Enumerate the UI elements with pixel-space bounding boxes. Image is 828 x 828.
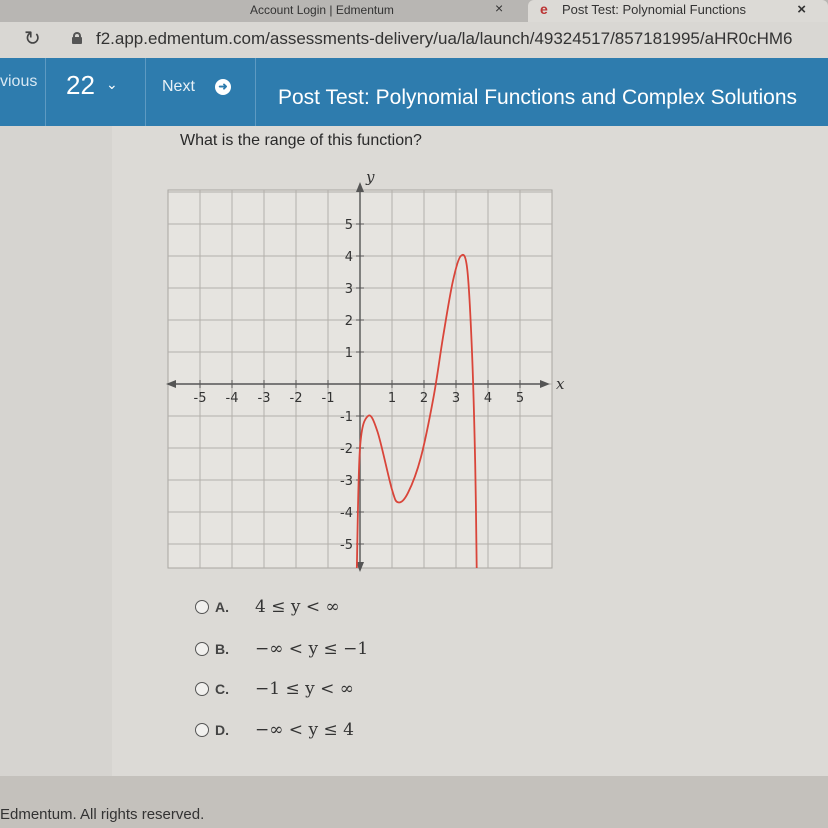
- radio-button[interactable]: [195, 600, 209, 614]
- y-axis-arrow: [356, 182, 364, 192]
- lock-icon[interactable]: [72, 32, 82, 44]
- radio-button[interactable]: [195, 682, 209, 696]
- nav-divider: [45, 58, 46, 126]
- y-tick-label: 3: [344, 282, 353, 297]
- nav-divider: [255, 58, 256, 126]
- address-bar: [0, 22, 828, 58]
- browser-tab-login-title: Account Login | Edmentum: [250, 3, 394, 17]
- next-button[interactable]: Next: [162, 78, 195, 95]
- page-title: Post Test: Polynomial Functions and Complex Solutions: [278, 86, 798, 109]
- footer: [0, 776, 828, 828]
- x-tick-label: -1: [321, 391, 335, 406]
- y-tick-label: -1: [340, 410, 353, 425]
- choice-text: −∞ < y ≤ −1: [255, 639, 369, 659]
- x-tick-label: 5: [515, 391, 525, 406]
- function-graph: [160, 166, 565, 576]
- arrow-right-icon[interactable]: ➜: [215, 79, 231, 95]
- x-tick-label: -5: [193, 391, 207, 406]
- assessment-nav-bar: [0, 58, 828, 126]
- browser-tab-post-test-title: Post Test: Polynomial Functions: [562, 2, 747, 17]
- browser-tab-strip: [0, 0, 828, 22]
- choice-text: 4 ≤ y < ∞: [255, 597, 340, 617]
- choice-text: −∞ < y ≤ 4: [255, 720, 354, 740]
- close-icon[interactable]: ×: [797, 1, 806, 18]
- y-tick-label: -3: [340, 474, 353, 489]
- x-tick-label: 4: [483, 391, 493, 406]
- y-axis-label: y: [366, 168, 375, 186]
- question-number-selector[interactable]: 22: [66, 70, 95, 100]
- choice-letter: A.: [215, 599, 229, 615]
- choice-letter: B.: [215, 641, 229, 657]
- x-axis-label: x: [556, 375, 565, 393]
- y-tick-label: -4: [340, 506, 353, 521]
- edmentum-favicon-icon: e: [540, 1, 548, 17]
- browser-tab-login[interactable]: [240, 0, 440, 22]
- radio-button[interactable]: [195, 723, 209, 737]
- y-tick-label: 4: [344, 250, 353, 265]
- reload-icon[interactable]: ↻: [24, 28, 41, 50]
- question-prompt: What is the range of this function?: [180, 132, 422, 149]
- y-tick-label: 1: [344, 346, 353, 361]
- choice-letter: D.: [215, 722, 229, 738]
- choice-letter: C.: [215, 681, 229, 697]
- x-tick-label: -3: [257, 391, 271, 406]
- x-tick-label: -2: [289, 391, 303, 406]
- close-icon[interactable]: ×: [495, 0, 504, 16]
- url-field[interactable]: f2.app.edmentum.com/assessments-delivery/ua/la/launch/49324517/857181995/aHR0cHM6: [96, 29, 793, 48]
- x-tick-label: 3: [451, 391, 461, 406]
- copyright-text: Edmentum. All rights reserved.: [0, 806, 205, 823]
- browser-tab-post-test[interactable]: [528, 0, 828, 22]
- y-tick-label: -5: [340, 538, 353, 553]
- nav-divider: [145, 58, 146, 126]
- y-tick-label: -2: [340, 442, 353, 457]
- chevron-down-icon[interactable]: ⌄: [106, 76, 118, 92]
- y-tick-label: 2: [344, 314, 353, 329]
- x-tick-label: 1: [387, 391, 397, 406]
- x-tick-label: 2: [419, 391, 429, 406]
- y-tick-label: 5: [344, 218, 353, 233]
- choice-text: −1 ≤ y < ∞: [255, 679, 354, 699]
- previous-button[interactable]: vious: [0, 73, 38, 90]
- x-tick-label: -4: [225, 391, 239, 406]
- radio-button[interactable]: [195, 642, 209, 656]
